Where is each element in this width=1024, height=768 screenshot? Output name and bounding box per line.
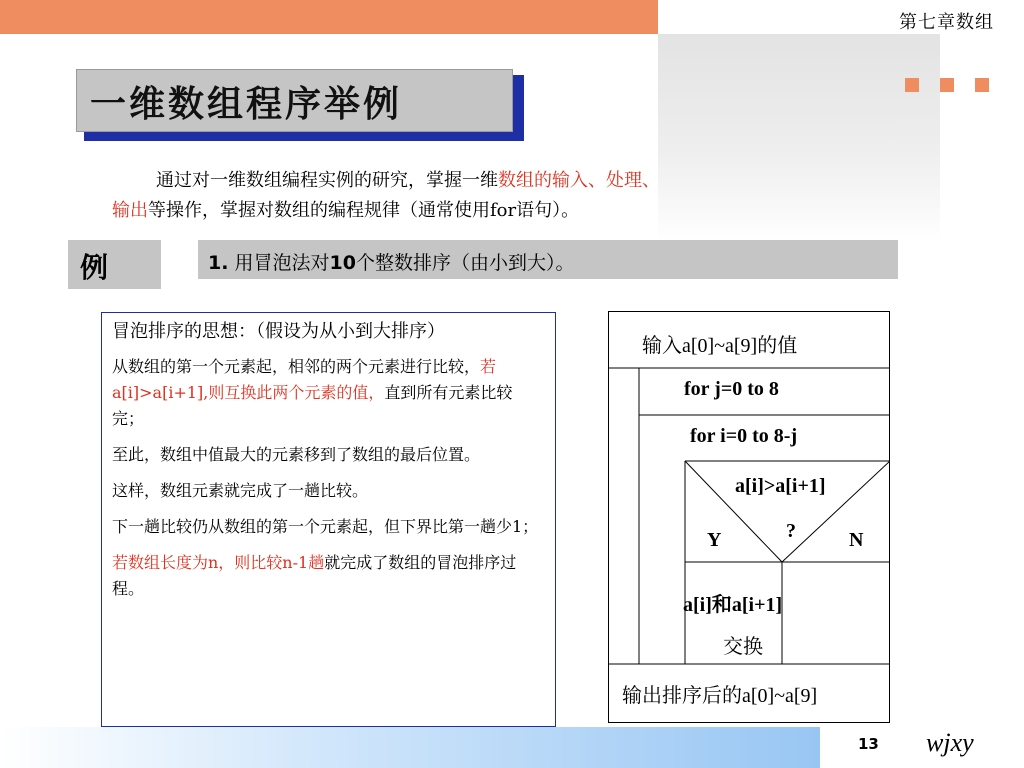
flow-swap-line2: 交换 xyxy=(723,636,763,658)
flow-outer-loop: for j=0 to 8 xyxy=(684,378,779,400)
bottom-gradient-bar xyxy=(0,727,820,768)
brand-mark: wjxy xyxy=(926,728,974,757)
slide-title: 一维数组程序举例 xyxy=(90,83,403,125)
description-content xyxy=(112,318,542,612)
para5-highlight: 若数组长度为n，则比较n-1趟 xyxy=(112,553,325,572)
flow-inner-loop: for i=0 to 8-j xyxy=(690,425,798,447)
flow-swap-line1: a[i]和a[i+1] xyxy=(683,594,783,616)
flow-question-mark: ? xyxy=(786,520,796,542)
description-para-3: 这样，数组元素就完成了一趟比较。 xyxy=(112,481,369,500)
description-para-1 xyxy=(112,354,542,432)
decor-square-3 xyxy=(975,78,989,92)
intro-highlight-2: 输出 xyxy=(112,200,148,221)
flow-input-step: 输入a[0]~a[9]的值 xyxy=(642,335,798,357)
decor-square-1 xyxy=(905,78,919,92)
flow-no-branch: N xyxy=(849,529,864,551)
flow-output-step: 输出排序后的a[0]~a[9] xyxy=(622,685,818,707)
para5-text: 就完成了数组的冒泡排序过程。 xyxy=(112,553,517,598)
problem-number: 1. xyxy=(208,252,229,274)
intro-highlight-1: 数组的输入、处理、 xyxy=(498,170,660,191)
example-label: 例 xyxy=(80,251,109,284)
flow-condition: a[i]>a[i+1] xyxy=(735,475,826,497)
description-para-2: 至此，数组中值最大的元素移到了数组的最后位置。 xyxy=(112,445,481,464)
intro-text-2: 等操作，掌握对数组的编程规律（通常使用for语句）。 xyxy=(148,200,580,221)
description-para-5 xyxy=(112,550,542,602)
flowchart xyxy=(608,311,890,723)
para1-text: 从数组的第一个元素起，相邻的两个元素进行比较， xyxy=(112,357,481,376)
decor-square-2 xyxy=(940,78,954,92)
flow-yes-branch: Y xyxy=(707,529,722,551)
problem-text-a: 用冒泡法对 xyxy=(228,252,330,274)
flowchart-lines xyxy=(608,311,890,723)
intro-text-1: 通过对一维数组编程实例的研究，掌握一维 xyxy=(156,170,498,191)
page-number: 13 xyxy=(858,735,879,753)
description-para-4: 下一趟比较仍从数组的第一个元素起，但下界比第一趟少1； xyxy=(112,517,539,536)
intro-paragraph xyxy=(112,166,892,226)
description-heading: 冒泡排序的思想：（假设为从小到大排序） xyxy=(112,321,445,342)
problem-count: 10 xyxy=(329,252,356,274)
problem-text-b: 个整数排序（由小到大）。 xyxy=(355,252,575,274)
top-accent-bar xyxy=(0,0,658,34)
para1-highlight: 若a[i]>a[i+1],则互换此两个元素的值， xyxy=(112,357,497,402)
problem-statement xyxy=(208,248,574,275)
chapter-title: 第七章数组 xyxy=(899,12,994,33)
para1-tail: 直到所有元素比较完； xyxy=(112,383,513,428)
